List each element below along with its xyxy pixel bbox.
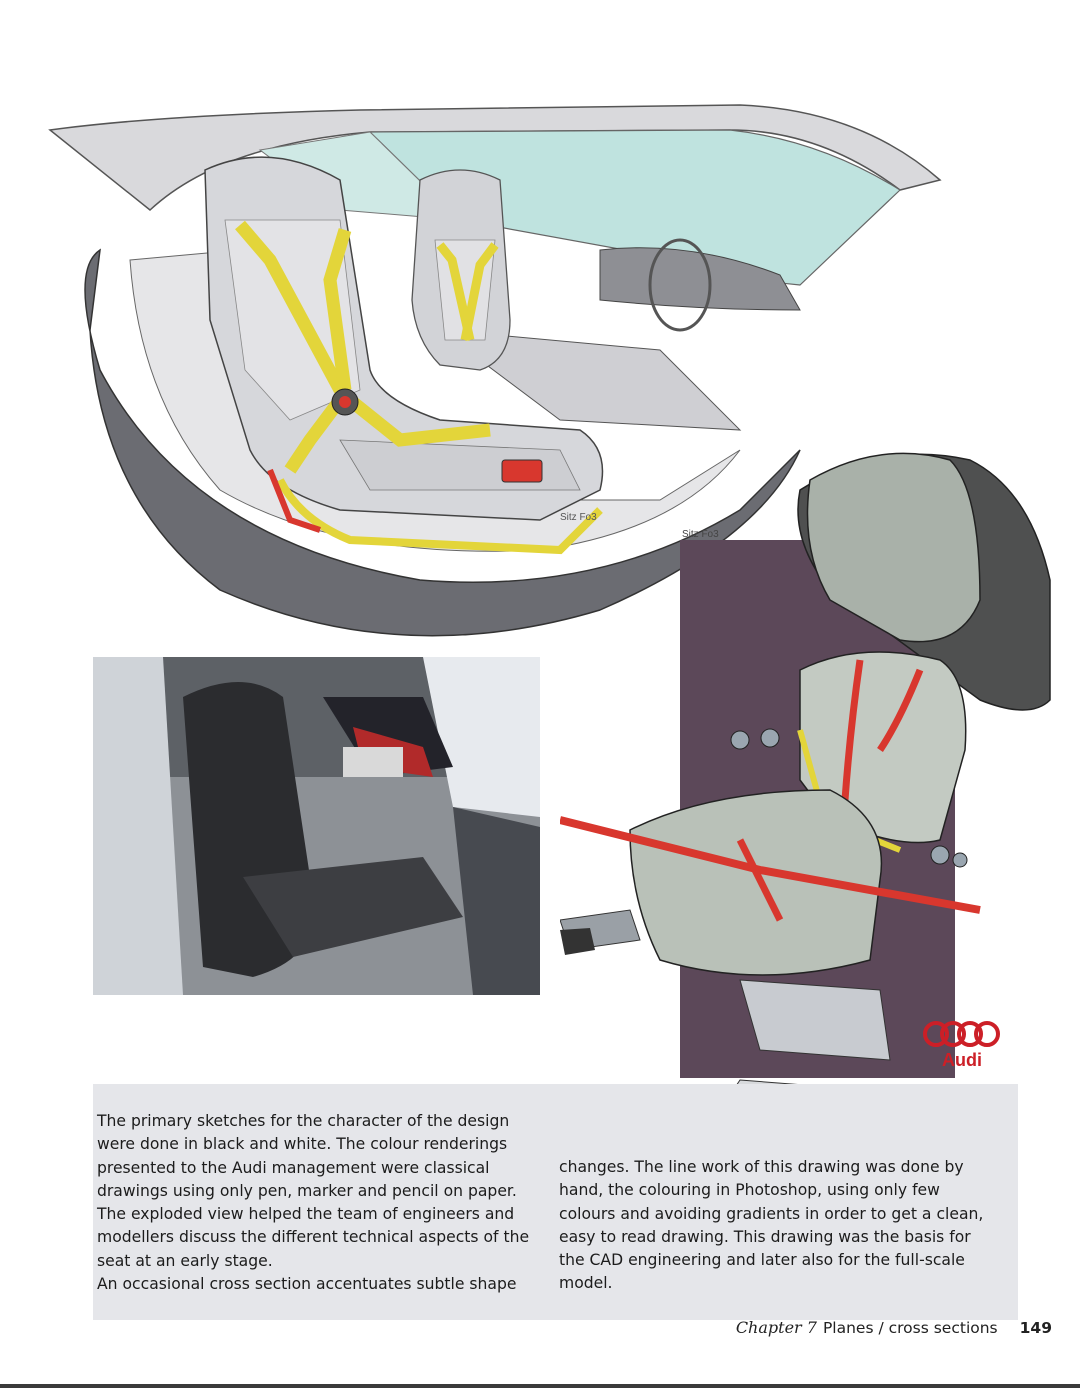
paragraph-line: the CAD engineering and later also for the full-scale bbox=[559, 1251, 965, 1270]
paragraph-line: seat at an early stage. bbox=[97, 1251, 273, 1270]
page-number: 149 bbox=[1019, 1319, 1052, 1337]
paragraph-line: drawings using only pen, marker and pencil on paper. bbox=[97, 1181, 517, 1200]
paragraph-line: model. bbox=[559, 1274, 613, 1293]
paragraph-line: The exploded view helped the team of engineers and bbox=[97, 1205, 515, 1224]
paragraph-line: were done in black and white. The colour renderings bbox=[97, 1135, 508, 1154]
paragraph-line: presented to the Audi management were classical bbox=[97, 1158, 490, 1177]
bottom-rule bbox=[0, 1384, 1080, 1388]
audi-logo bbox=[922, 1018, 1002, 1074]
text-column-left bbox=[97, 1110, 545, 1296]
paragraph-line: colours and avoiding gradients in order to get a clean, bbox=[559, 1204, 984, 1223]
svg-text:Audi: Audi bbox=[942, 1050, 982, 1070]
paragraph-line: hand, the colouring in Photoshop, using only few bbox=[559, 1181, 940, 1200]
chapter-label: Chapter 7 bbox=[735, 1318, 817, 1337]
text-column-right bbox=[559, 1156, 999, 1296]
sketch-label: Sitz Fo3 bbox=[560, 512, 597, 523]
paragraph-line: changes. The line work of this drawing was done by bbox=[559, 1158, 964, 1176]
paragraph-line: An occasional cross section accentuates subtle shape bbox=[97, 1275, 517, 1294]
text-panel bbox=[93, 1084, 1018, 1320]
page-footer bbox=[736, 1318, 1052, 1342]
seat-photo bbox=[93, 657, 540, 995]
chapter-title: Planes / cross sections bbox=[822, 1319, 998, 1337]
svg-text:Sitz Fo3: Sitz Fo3 bbox=[682, 529, 719, 540]
exploded-view-drawing bbox=[560, 400, 1080, 1120]
paragraph-line: modellers discuss the different technical aspects of the bbox=[97, 1228, 530, 1247]
paragraph-line: The primary sketches for the character of the design bbox=[97, 1112, 510, 1130]
paragraph-line: easy to read drawing. This drawing was the basis for bbox=[559, 1227, 971, 1246]
